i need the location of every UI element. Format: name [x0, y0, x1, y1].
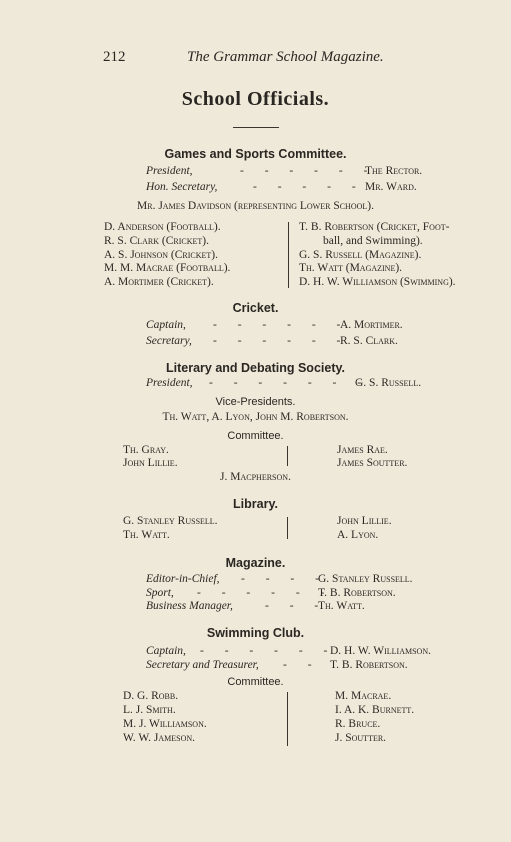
library-heading: Library.	[233, 497, 278, 511]
games-lower-school: Mr. James Davidson (representing Lower School).	[137, 200, 374, 212]
vice-presidents-heading: Vice-Presidents.	[215, 396, 296, 408]
cricket-captain-role: Captain,	[146, 319, 186, 331]
page-number: 212	[103, 49, 126, 65]
cricket-secretary-name: R. S. Clark.	[340, 335, 398, 347]
literary-committee-heading: Committee.	[227, 430, 284, 442]
games-heading: Games and Sports Committee.	[164, 147, 347, 161]
games-president-dots: - - - - - -	[240, 165, 377, 177]
literary-president-name: G. S. Russell.	[355, 377, 422, 389]
games-left-3: A. S. Johnson (Cricket).	[104, 249, 218, 261]
games-right-3: Th. Watt (Magazine).	[299, 262, 403, 274]
literary-column-divider	[287, 446, 288, 466]
swimming-heading: Swimming Club.	[206, 626, 305, 640]
swimming-committee-right-2: I. A. K. Burnett.	[335, 704, 415, 716]
magazine-dots-2: - - - - - -	[197, 587, 334, 599]
literary-heading: Literary and Debating Society.	[166, 361, 345, 375]
swimming-committee-left-2: L. J. Smith.	[123, 704, 176, 716]
games-right-1b: ball, and Swimming).	[323, 235, 423, 247]
literary-committee-bottom: J. Macpherson.	[220, 471, 291, 483]
literary-committee-right-1: James Rae.	[337, 444, 388, 456]
swimming-committee-left-3: M. J. Williamson.	[123, 718, 207, 730]
cricket-secretary-role: Secretary,	[146, 335, 192, 347]
games-president-role: President,	[146, 165, 193, 177]
games-left-1: D. Anderson (Football).	[104, 221, 221, 233]
games-right-1a: T. B. Robertson (Cricket, Foot-	[299, 221, 450, 233]
swimming-committee-right-3: R. Bruce.	[335, 718, 381, 730]
vice-presidents-names: Th. Watt, A. Lyon, John M. Robertson.	[162, 411, 349, 423]
magazine-role-2: Sport,	[146, 587, 174, 599]
library-right-2: A. Lyon.	[337, 529, 379, 541]
swimming-captain-dots: - - - - - -	[200, 645, 337, 657]
games-column-divider	[288, 222, 289, 288]
cricket-captain-name: A. Mortimer.	[340, 319, 403, 331]
literary-committee-right-2: James Soutter.	[337, 457, 408, 469]
cricket-captain-dots: - - - - - -	[213, 319, 350, 331]
swimming-committee-heading: Committee.	[227, 676, 284, 688]
games-president-name: The Rector.	[365, 165, 423, 177]
games-secretary-dots: - - - - -	[253, 181, 365, 193]
swimming-committee-left-4: W. W. Jameson.	[123, 732, 196, 744]
swimming-secretary-role: Secretary and Treasurer,	[146, 659, 259, 671]
swimming-secretary-name: T. B. Robertson.	[330, 659, 408, 671]
swimming-column-divider	[287, 692, 288, 746]
swimming-captain-name: D. H. W. Williamson.	[330, 645, 431, 657]
magazine-role-1: Editor-in-Chief,	[146, 573, 220, 585]
library-left-2: Th. Watt.	[123, 529, 170, 541]
swimming-captain-role: Captain,	[146, 645, 186, 657]
games-right-4: D. H. W. Williamson (Swimming).	[299, 276, 456, 288]
magazine-dots-1: - - - -	[241, 573, 328, 585]
games-left-4: M. M. Macrae (Football).	[104, 262, 231, 274]
games-secretary-role: Hon. Secretary,	[146, 181, 218, 193]
games-right-2: G. S. Russell (Magazine).	[299, 249, 422, 261]
library-column-divider	[287, 517, 288, 539]
magazine-dots-3: - - -	[265, 600, 328, 612]
literary-committee-left-2: John Lillie.	[123, 457, 178, 469]
literary-president-role: President,	[146, 377, 193, 389]
literary-president-dots: - - - - - - -	[209, 377, 371, 389]
magazine-name-2: T. B. Robertson.	[318, 587, 396, 599]
magazine-name-3: Th. Watt.	[318, 600, 365, 612]
swimming-committee-right-1: M. Macrae.	[335, 690, 392, 702]
cricket-secretary-dots: - - - - - -	[213, 335, 350, 347]
swimming-secretary-dots: - -	[283, 659, 321, 671]
games-left-2: R. S. Clark (Cricket).	[104, 235, 209, 247]
library-left-1: G. Stanley Russell.	[123, 515, 218, 527]
games-left-5: A. Mortimer (Cricket).	[104, 276, 214, 288]
library-right-1: John Lillie.	[337, 515, 392, 527]
magazine-heading: Magazine.	[225, 556, 286, 570]
magazine-name-1: G. Stanley Russell.	[318, 573, 413, 585]
literary-committee-left-1: Th. Gray.	[123, 444, 169, 456]
page-title: School Officials.	[181, 88, 330, 110]
swimming-committee-right-4: J. Soutter.	[335, 732, 387, 744]
title-rule	[233, 127, 279, 128]
running-title: The Grammar School Magazine.	[187, 49, 384, 65]
swimming-committee-left-1: D. G. Robb.	[123, 690, 179, 702]
games-secretary-name: Mr. Ward.	[365, 181, 417, 193]
magazine-role-3: Business Manager,	[146, 600, 233, 612]
cricket-heading: Cricket.	[232, 301, 279, 315]
